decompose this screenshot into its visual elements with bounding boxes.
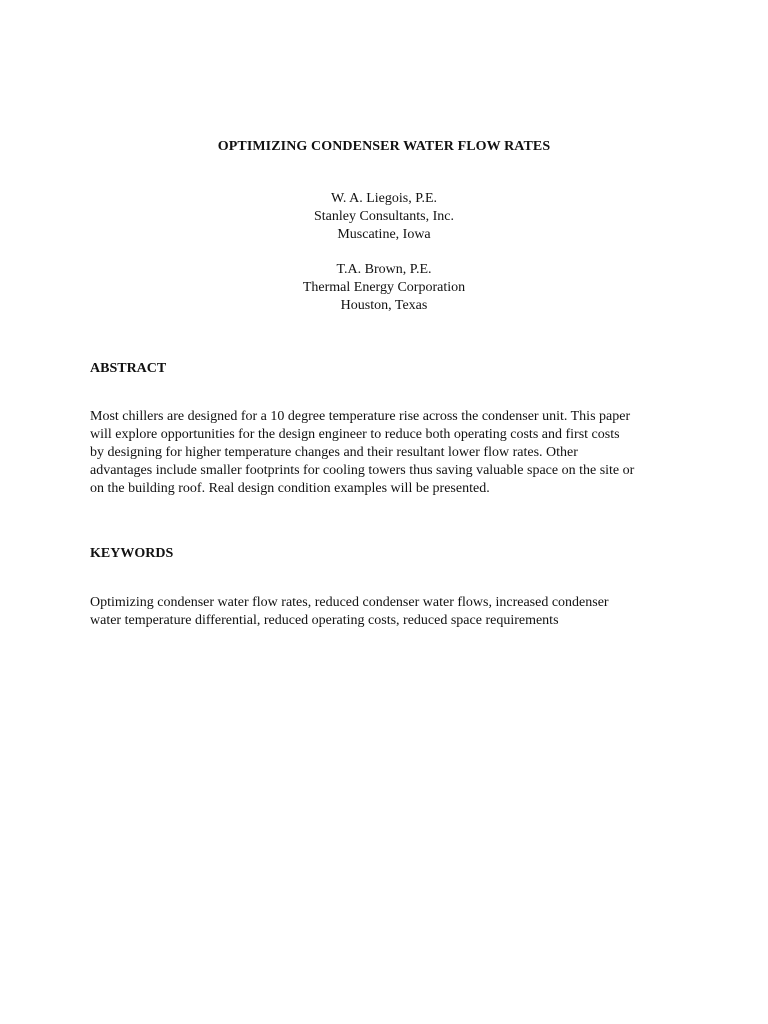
keywords-heading: KEYWORDS: [90, 546, 174, 561]
abstract-line: by designing for higher temperature changes and their resultant lower flow rates. Other: [90, 445, 578, 460]
author-block-1: [0, 190, 768, 244]
paper-title: OPTIMIZING CONDENSER WATER FLOW RATES: [217, 139, 551, 154]
keywords-line: Optimizing condenser water flow rates, reduced condenser water flows, increased condenser: [90, 595, 609, 610]
abstract-heading: ABSTRACT: [90, 361, 167, 376]
abstract-paragraph: [90, 408, 690, 498]
author-location: Muscatine, Iowa: [337, 227, 431, 242]
abstract-line: Most chillers are designed for a 10 degree temperature rise across the condenser unit. This paper: [90, 409, 631, 424]
abstract-line: will explore opportunities for the design engineer to reduce both operating costs and first costs: [90, 427, 620, 442]
author-location: Houston, Texas: [340, 298, 428, 313]
author-affiliation: Thermal Energy Corporation: [302, 280, 466, 295]
author-affiliation: Stanley Consultants, Inc.: [314, 209, 454, 224]
abstract-line: advantages include smaller footprints for cooling towers thus saving valuable space on the site or: [90, 463, 635, 478]
keywords-line: water temperature differential, reduced operating costs, reduced space requirements: [90, 613, 559, 628]
author-block-2: [0, 261, 768, 315]
abstract-line: on the building roof. Real design condition examples will be presented.: [90, 481, 490, 496]
author-name: T.A. Brown, P.E.: [336, 262, 432, 277]
author-name: W. A. Liegois, P.E.: [330, 191, 438, 206]
keywords-paragraph: [90, 594, 690, 630]
